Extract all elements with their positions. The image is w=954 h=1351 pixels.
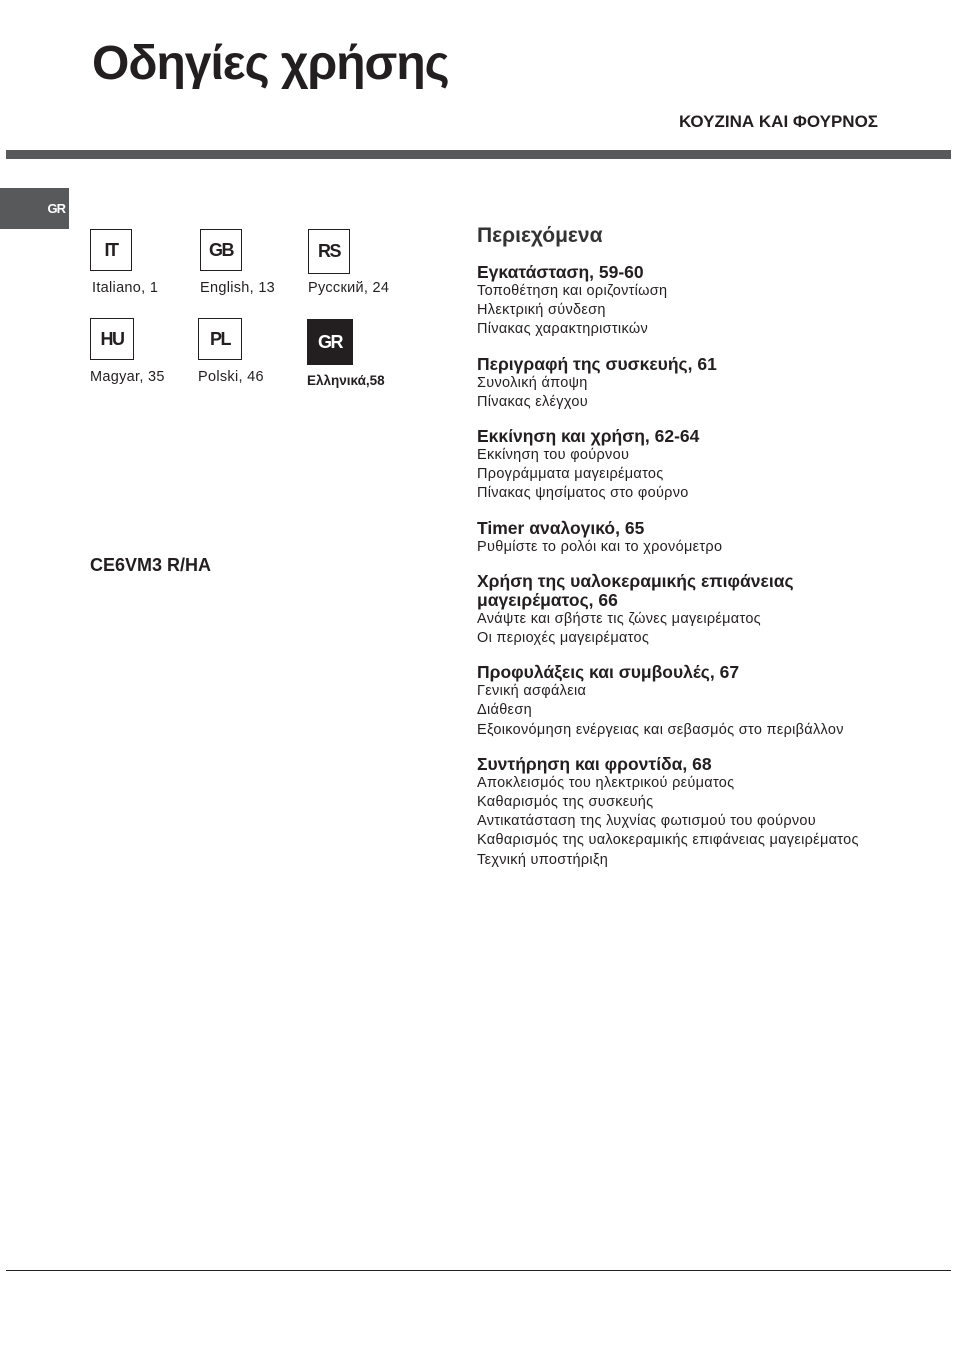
language-pl[interactable] (198, 318, 308, 385)
page-title: Οδηγίες χρήσης (92, 37, 449, 90)
toc-item: Αποκλεισμός του ηλεκτρικού ρεύματος (477, 774, 735, 791)
product-category: ΚΟΥΖΙΝΑ ΚΑΙ ΦΟΥΡΝΟΣ (678, 112, 878, 131)
toc-section-title[interactable]: Συντήρηση και φροντίδα, 68 (477, 753, 712, 774)
toc-section-title[interactable]: Χρήση της υαλοκεραμικής επιφάνειας μαγειρέματος, 66 (477, 570, 794, 610)
toc-section-title[interactable]: Timer αναλογικό, 65 (477, 517, 645, 538)
toc-section-title[interactable]: Εγκατάσταση, 59-60 (477, 262, 644, 282)
language-it[interactable] (90, 229, 200, 296)
toc-item: Πίνακας χαρακτηριστικών (477, 321, 648, 338)
language-code-box: GB (200, 229, 242, 271)
toc-item: Πίνακας ψησίματος στο φούρνο (477, 485, 689, 502)
toc-item: Αντικατάσταση της λυχνίας φωτισμού του φούρνου (477, 813, 817, 830)
footer-divider (6, 1270, 951, 1271)
toc-section-title[interactable]: Προφυλάξεις και συμβουλές, 67 (477, 662, 740, 683)
toc-section (477, 755, 897, 870)
language-label: Polski, 46 (198, 369, 264, 385)
header-divider (6, 150, 951, 159)
toc-section (477, 519, 897, 557)
language-code-box: HU (90, 318, 134, 360)
language-label: Русский, 24 (308, 280, 390, 296)
language-code-box: IT (90, 229, 132, 271)
toc-item: Καθαρισμός της υαλοκεραμικής επιφάνειας μαγειρέματος (477, 832, 859, 849)
table-of-contents (477, 224, 897, 885)
toc-section (477, 427, 897, 504)
toc-item: Εξοικονόμηση ενέργειας και σεβασμός στο περιβάλλον (477, 721, 844, 738)
toc-section (477, 572, 897, 648)
model-number: CE6VM3 R/HA (90, 555, 212, 575)
toc-section-title[interactable]: Περιγραφή της συσκευής, 61 (477, 353, 717, 374)
toc-section-title[interactable]: Εκκίνηση και χρήση, 62-64 (477, 426, 700, 447)
toc-item: Εκκίνηση του φούρνου (477, 447, 630, 464)
toc-heading: Περιεχόμενα (477, 224, 603, 247)
language-code-box: PL (198, 318, 242, 360)
language-label: English, 13 (200, 280, 276, 296)
language-rs[interactable] (308, 229, 418, 296)
language-label-active: Ελληνικά,58 (307, 373, 385, 388)
toc-item: Οι περιοχές μαγειρέματος (477, 630, 650, 647)
toc-item: Διάθεση (477, 702, 532, 719)
toc-item: Προγράμματα μαγειρέματος (477, 466, 664, 483)
language-label: Italiano, 1 (92, 280, 159, 296)
toc-item: Ανάψτε και σβήστε τις ζώνες μαγειρέματος (477, 610, 761, 627)
toc-item: Τοποθέτηση και οριζοντίωση (477, 283, 668, 299)
language-gb[interactable] (200, 229, 310, 296)
toc-item: Καθαρισμός της συσκευής (477, 794, 654, 811)
language-gr[interactable] (307, 319, 417, 388)
language-label: Magyar, 35 (90, 369, 165, 385)
language-code-box-active: GR (307, 319, 353, 365)
toc-item: Συνολική άποψη (477, 374, 588, 391)
language-side-tab: GR (0, 188, 69, 229)
toc-section (477, 263, 897, 340)
toc-item: Γενική ασφάλεια (477, 683, 587, 700)
language-hu[interactable] (90, 318, 200, 385)
toc-item: Ρυθμίστε το ρολόι και το χρονόμετρο (477, 538, 723, 555)
toc-item: Πίνακας ελέγχου (477, 393, 588, 410)
toc-section (477, 663, 897, 740)
language-code-box: RS (308, 229, 350, 274)
toc-item: Τεχνική υποστήριξη (477, 851, 609, 868)
toc-item: Ηλεκτρική σύνδεση (477, 302, 606, 319)
toc-section (477, 355, 897, 412)
